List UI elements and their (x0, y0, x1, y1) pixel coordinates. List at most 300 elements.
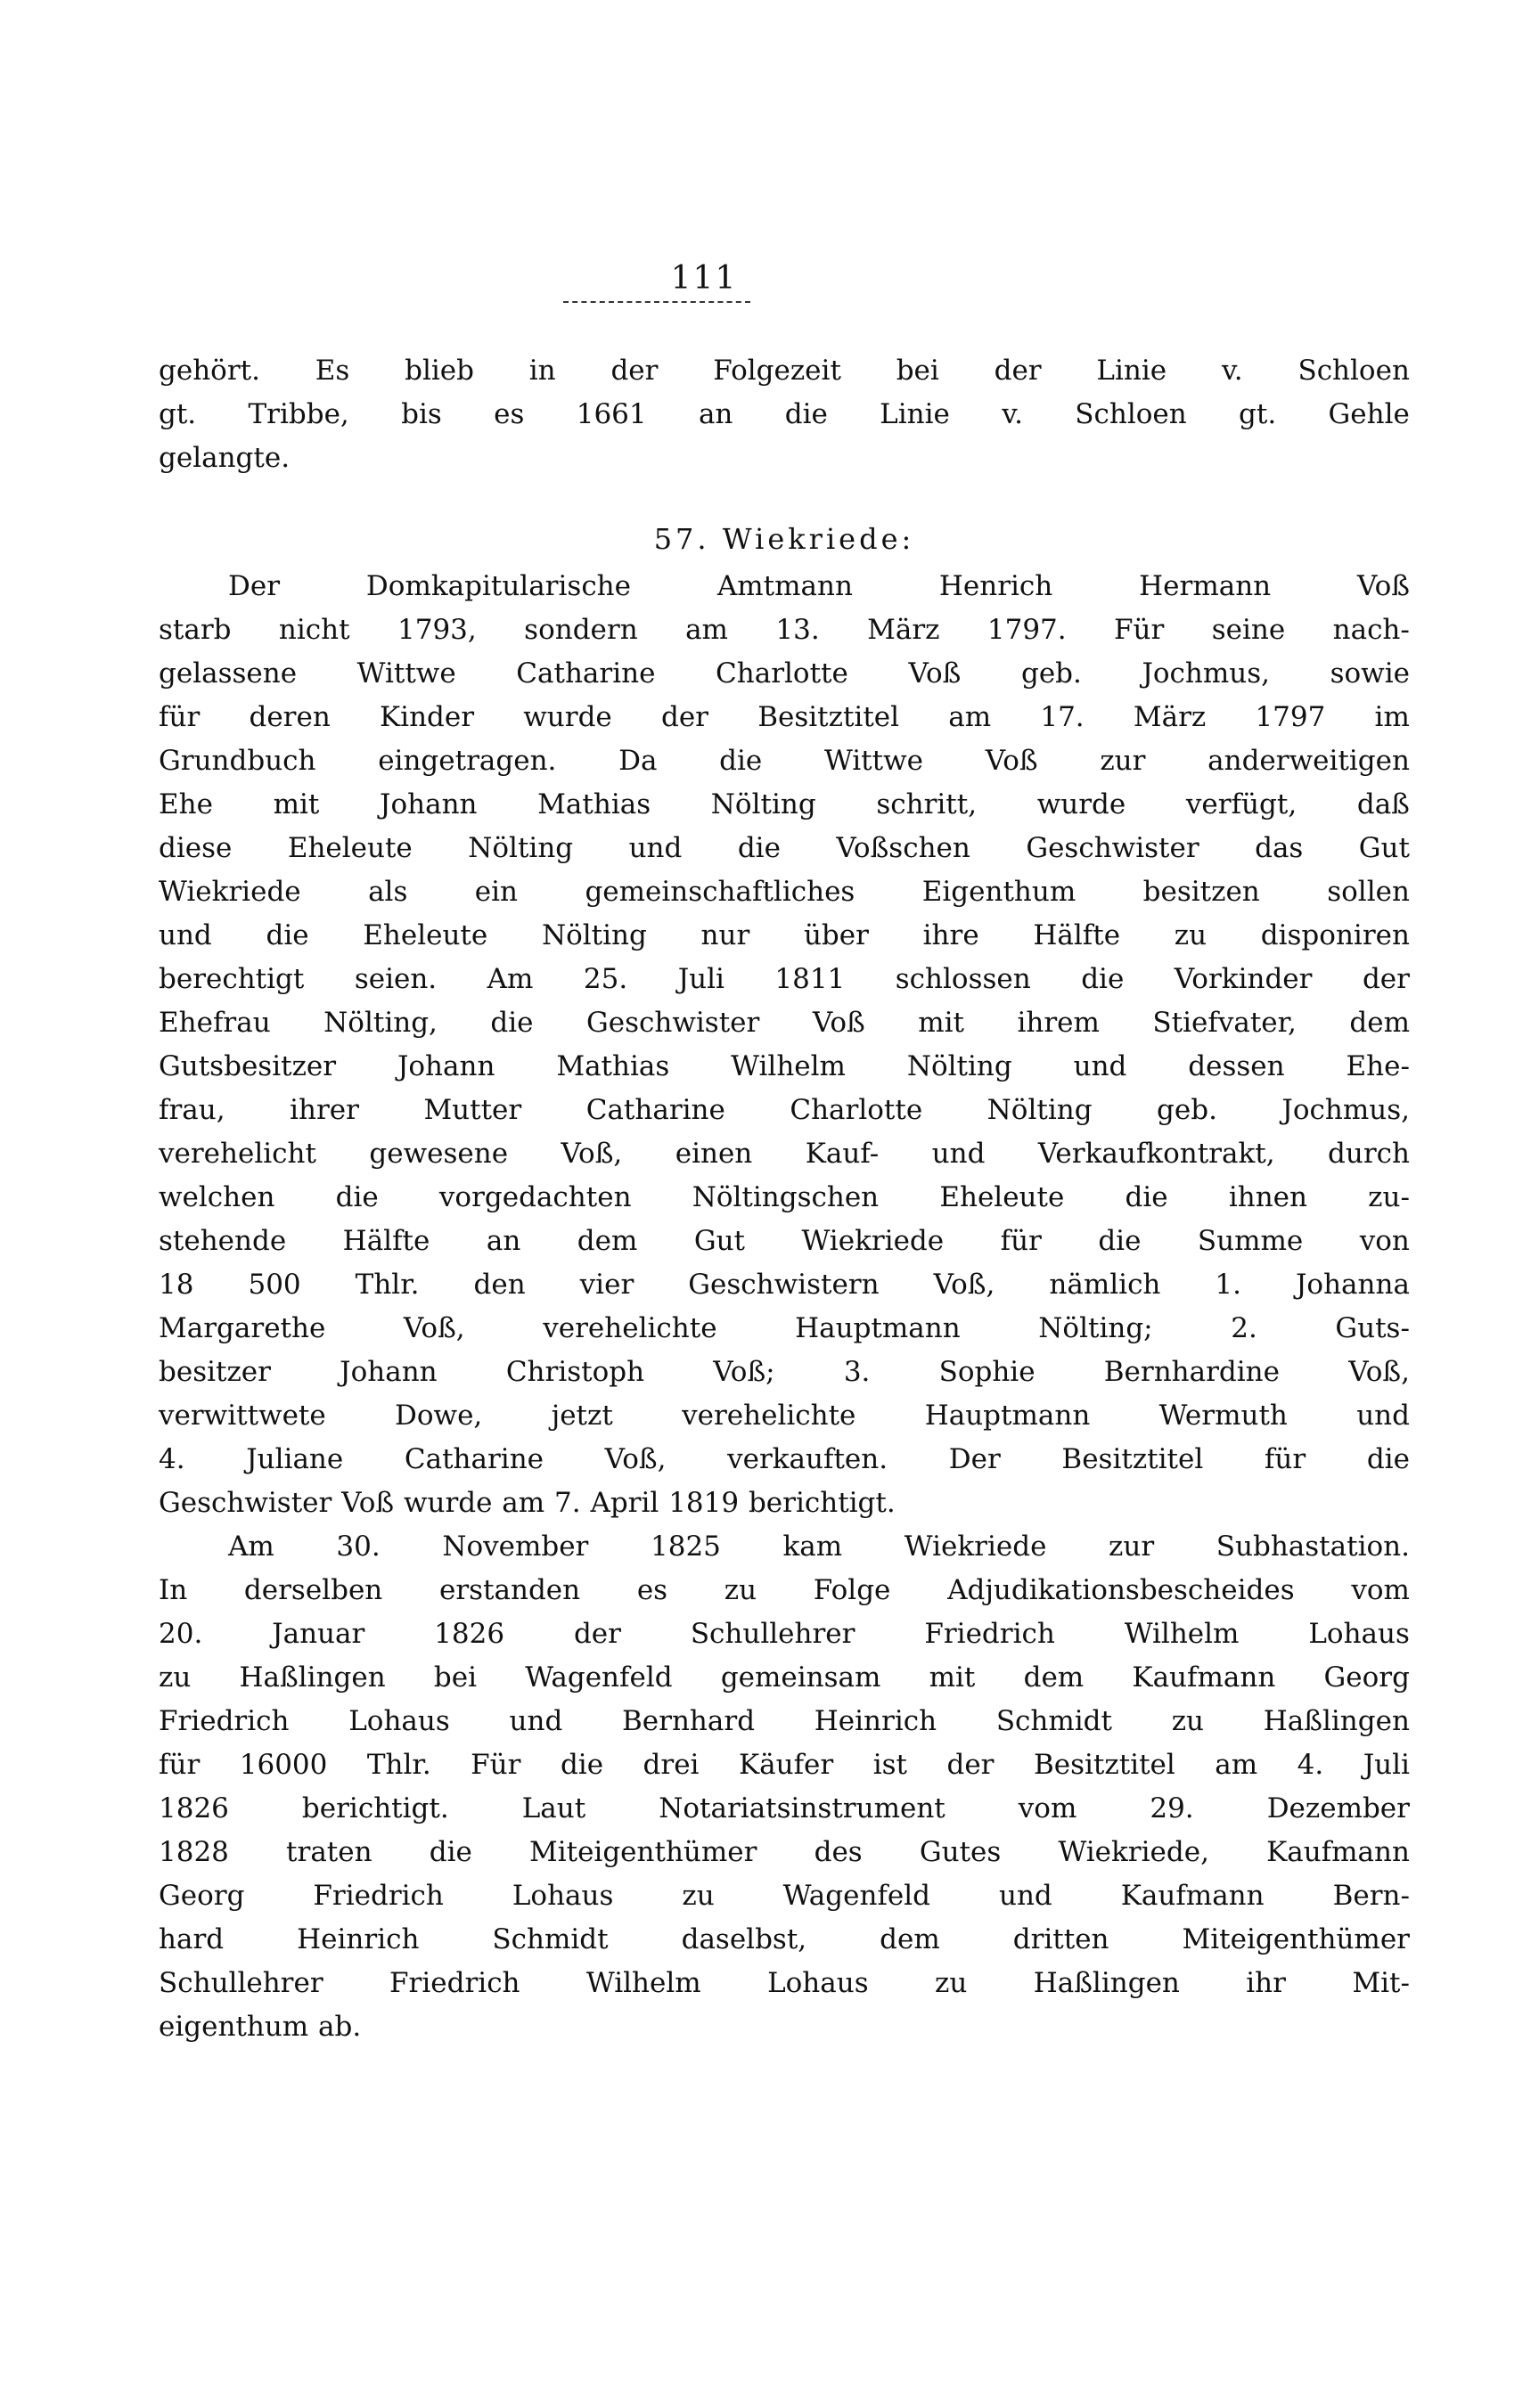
text-line (159, 1700, 1410, 1743)
word: mit (918, 1007, 964, 1039)
word: Geschwister (159, 1487, 332, 1519)
text-line (159, 958, 1410, 1001)
word: diese (159, 832, 233, 864)
text-line (159, 1743, 1410, 1787)
word: Folge (813, 1574, 891, 1606)
word: sondern (524, 614, 638, 646)
word: Stiefvater, (1152, 1007, 1297, 1039)
word: sollen (1327, 876, 1410, 908)
word: 1825 (651, 1531, 721, 1563)
word: Voß (908, 657, 962, 690)
word: gelassene (159, 657, 298, 690)
word: Für (1114, 614, 1165, 646)
word: Voß, (933, 1269, 995, 1301)
text-line (159, 2005, 1410, 2049)
word: Vorkinder (1174, 963, 1313, 995)
word: Haßlingen (1263, 1705, 1410, 1737)
word: Johann (397, 1050, 495, 1082)
word: Geschwister (586, 1007, 760, 1039)
text-line (159, 1918, 1410, 1962)
word: 25. (583, 963, 628, 995)
word: der (660, 701, 708, 733)
text-line (159, 1831, 1410, 1874)
word: Schmidt (995, 1705, 1112, 1737)
word: verehelichte (682, 1400, 856, 1432)
word: Da (618, 745, 658, 777)
word: zu (935, 1967, 968, 1999)
word: 4. (159, 1443, 185, 1475)
word: am (502, 1487, 545, 1519)
word: Friedrich (924, 1618, 1055, 1650)
word: Geschwister (1026, 832, 1199, 864)
word: berechtigt (159, 963, 305, 995)
word: daselbst, (681, 1923, 807, 1955)
word: Lohaus (512, 1880, 614, 1912)
word: Wilhelm (1124, 1618, 1240, 1650)
word: Januar (272, 1618, 365, 1650)
word: die (719, 745, 763, 777)
word: die (335, 1181, 379, 1213)
word: Für (471, 1749, 521, 1781)
word: Thlr. (355, 1269, 420, 1301)
word: frau, (159, 1094, 225, 1126)
text-line (159, 1438, 1410, 1482)
word: gt. (1239, 398, 1277, 430)
word: drei (643, 1749, 700, 1781)
word: Besitztitel (1033, 1749, 1175, 1781)
word: seien. (354, 963, 438, 995)
word: Schmidt (492, 1923, 609, 1955)
word: der (994, 355, 1042, 387)
word: Gutes (919, 1836, 1002, 1868)
word: Johanna (1296, 1269, 1410, 1301)
word: mit (929, 1661, 976, 1694)
word: 7. (554, 1487, 581, 1519)
word: zu (1171, 1705, 1205, 1737)
word: Jochmus, (1142, 657, 1270, 690)
word: Guts- (1335, 1312, 1410, 1344)
word: Ehefrau (159, 1007, 271, 1039)
word: gelangte. (159, 442, 291, 474)
word: am (1215, 1749, 1258, 1781)
word: Summe (1197, 1225, 1304, 1257)
word: Bernhard (622, 1705, 756, 1737)
word: Bernhardine (1103, 1356, 1280, 1388)
page-number: 111 (670, 260, 738, 297)
word: Catharine (516, 657, 656, 690)
text-line (159, 1307, 1410, 1351)
word: für (159, 701, 201, 733)
word: Eheleute (363, 919, 488, 951)
word: dritten (1012, 1923, 1109, 1955)
word: Tribbe, (248, 398, 349, 430)
word: Käufer (738, 1749, 834, 1781)
word: Hauptmann (795, 1312, 961, 1344)
section-heading: 57. Wiekriede: (653, 522, 915, 556)
word: März (867, 614, 940, 646)
word: Eheleute (939, 1181, 1065, 1213)
word: ein (474, 876, 519, 908)
word: März (1133, 701, 1207, 733)
word: Adjudikationsbescheides (947, 1574, 1295, 1606)
word: Wittwe (356, 657, 456, 690)
word: Der (228, 570, 281, 602)
word: Dowe, (395, 1400, 483, 1432)
word: es (494, 398, 525, 430)
word: der (1362, 963, 1410, 995)
word: 1797 (1255, 701, 1326, 733)
word: berichtigt. (301, 1792, 449, 1824)
word: Johann (380, 788, 478, 820)
word: Voß, (403, 1312, 465, 1344)
word: Friedrich (313, 1880, 444, 1912)
word: Mit- (1352, 1967, 1410, 1999)
word: hard (159, 1923, 225, 1955)
text-line (159, 1874, 1410, 1918)
word: für (1264, 1443, 1306, 1475)
word: und (931, 1138, 986, 1170)
word: Schloen (1298, 355, 1410, 387)
word: Thlr. (366, 1749, 431, 1781)
word: ihre (922, 919, 979, 951)
word: die (429, 1836, 472, 1868)
word: 500 (248, 1269, 301, 1301)
word: Nöltingschen (692, 1181, 880, 1213)
word: vorgedachten (438, 1181, 632, 1213)
word: Catharine (404, 1443, 544, 1475)
word: besitzer (159, 1356, 271, 1388)
word: schlossen (895, 963, 1031, 995)
word: Wagenfeld (782, 1880, 931, 1912)
word: am (685, 614, 728, 646)
word: nach- (1332, 614, 1410, 646)
word: Voß, (604, 1443, 667, 1475)
word: Heinrich (297, 1923, 420, 1955)
word: Kaufmann (1120, 1880, 1265, 1912)
word: Geschwistern (688, 1269, 880, 1301)
word: April (590, 1487, 659, 1519)
word: Kaufmann (1266, 1836, 1410, 1868)
word: Voß, (561, 1138, 623, 1170)
word: Folgezeit (713, 355, 841, 387)
word: 20. (159, 1618, 203, 1650)
word: daß (1356, 788, 1410, 820)
word: und (1073, 1050, 1127, 1082)
word: Johann (340, 1356, 438, 1388)
word: Friedrich (389, 1967, 520, 1999)
word: Nölting; (1038, 1312, 1153, 1344)
text-line (159, 1089, 1410, 1132)
word: die (266, 919, 309, 951)
text-block (159, 349, 1410, 2049)
word: Besitztitel (1061, 1443, 1204, 1475)
word: an (486, 1225, 521, 1257)
word: 1828 (159, 1836, 229, 1868)
text-line (159, 827, 1410, 870)
word: geb. (1020, 657, 1082, 690)
word: Wiekriede (904, 1531, 1047, 1563)
word: derselben (243, 1574, 383, 1606)
word: die (1081, 963, 1125, 995)
word: Charlotte (790, 1094, 923, 1126)
word: Laut (521, 1792, 586, 1824)
word: sowie (1330, 657, 1410, 690)
word: die (560, 1749, 604, 1781)
word: Nölting (468, 832, 574, 864)
word: Grundbuch (159, 745, 316, 777)
word: Georg (1323, 1661, 1410, 1694)
word: Henrich (938, 570, 1053, 602)
word: verkauften. (727, 1443, 888, 1475)
word: Eheleute (287, 832, 413, 864)
word: ihrem (1017, 1007, 1100, 1039)
word: gehört. (159, 355, 260, 387)
word: 17. (1040, 701, 1085, 733)
word: 1793, (397, 614, 477, 646)
paragraph-2 (159, 1525, 1410, 2049)
word: 1. (1215, 1269, 1241, 1301)
text-line (159, 783, 1410, 827)
word: und (998, 1880, 1052, 1912)
word: Wilhelm (731, 1050, 846, 1082)
word: Ehe- (1346, 1050, 1410, 1082)
word: 4. (1297, 1749, 1324, 1781)
word: Kauf- (805, 1138, 880, 1170)
word: Amtmann (716, 570, 853, 602)
word: 1811 (774, 963, 846, 995)
word: Gut (693, 1225, 746, 1257)
word: Voß (812, 1007, 865, 1039)
word: Der (948, 1443, 1001, 1475)
word: 18 (159, 1269, 194, 1301)
word: 1797. (986, 614, 1067, 646)
word: Voß; (713, 1356, 775, 1388)
word: am (948, 701, 992, 733)
word: schritt, (876, 788, 978, 820)
text-line (159, 652, 1410, 696)
word: Wiekriede, (1058, 1836, 1209, 1868)
word: Kinder (380, 701, 475, 733)
word: Catharine (585, 1094, 725, 1126)
word: die (1125, 1181, 1168, 1213)
word: Juli (1363, 1749, 1410, 1781)
word: Lohaus (767, 1967, 869, 1999)
text-line (159, 1001, 1410, 1045)
text-line (159, 1525, 1410, 1569)
word: starb (159, 614, 232, 646)
word: die (1098, 1225, 1142, 1257)
word: wurde (1036, 788, 1126, 820)
word: es (636, 1574, 668, 1606)
word: Lohaus (1308, 1618, 1410, 1650)
word: zu (724, 1574, 757, 1606)
text-line (159, 914, 1410, 958)
continuation-paragraph (159, 349, 1410, 480)
word: 1661 (576, 398, 647, 430)
word: wurde (403, 1487, 493, 1519)
word: verehelichte (543, 1312, 717, 1344)
word: Nölting, (323, 1007, 438, 1039)
word: Voß, (1348, 1356, 1410, 1388)
word: ihnen (1228, 1181, 1307, 1213)
word: eingetragen. (378, 745, 557, 777)
word: Hälfte (1033, 919, 1121, 951)
word: 30. (336, 1531, 381, 1563)
word: Voß (1357, 570, 1410, 602)
word: Es (315, 355, 350, 387)
word: dem (1023, 1661, 1085, 1694)
word: Mathias (537, 788, 651, 820)
word: Hermann (1139, 570, 1272, 602)
page-number-rule (563, 301, 750, 303)
text-line (159, 1962, 1410, 2005)
word: 3. (843, 1356, 871, 1388)
word: des (814, 1836, 863, 1868)
word: für (159, 1749, 201, 1781)
word: Haßlingen (239, 1661, 386, 1694)
word: und (509, 1705, 563, 1737)
word: Lohaus (348, 1705, 450, 1737)
word: Eigenthum (921, 876, 1076, 908)
text-line (159, 1482, 1410, 1525)
word: verehelicht (159, 1138, 316, 1170)
text-line (159, 608, 1410, 652)
word: deren (249, 701, 331, 733)
word: 16000 (239, 1749, 328, 1781)
word: durch (1328, 1138, 1410, 1170)
text-line (159, 696, 1410, 739)
word: Besitztitel (757, 701, 900, 733)
text-line (159, 349, 1410, 393)
word: in (528, 355, 556, 387)
word: 2. (1231, 1312, 1257, 1344)
word: Am (228, 1531, 274, 1563)
word: Voßschen (836, 832, 970, 864)
word: nicht (278, 614, 350, 646)
word: Gehle (1328, 398, 1410, 430)
word: verwittwete (159, 1400, 326, 1432)
word: Wilhelm (585, 1967, 701, 1999)
word: Wagenfeld (525, 1661, 673, 1694)
word: Schloen (1075, 398, 1187, 430)
word: besitzen (1142, 876, 1260, 908)
word: wurde (523, 701, 612, 733)
word: Voß (341, 1487, 395, 1519)
word: dem (577, 1225, 638, 1257)
word: Gutsbesitzer (159, 1050, 337, 1082)
word: blieb (405, 355, 474, 387)
text-line (159, 437, 1410, 480)
word: berichtigt. (748, 1487, 896, 1519)
word: Wermuth (1158, 1400, 1288, 1432)
word: zu (159, 1661, 192, 1694)
word: zu (682, 1880, 715, 1912)
word: zur (1109, 1531, 1155, 1563)
word: welchen (159, 1181, 275, 1213)
word: Bern- (1332, 1880, 1410, 1912)
word: Mutter (423, 1094, 522, 1126)
word: die (490, 1007, 534, 1039)
word: gewesene (369, 1138, 509, 1170)
word: Nölting (541, 919, 647, 951)
word: Dezember (1266, 1792, 1410, 1824)
word: die (784, 398, 828, 430)
word: die (1366, 1443, 1410, 1475)
word: Voß (985, 745, 1038, 777)
word: Friedrich (159, 1705, 290, 1737)
word: Miteigenthümer (1182, 1923, 1410, 1955)
word: disponiren (1260, 919, 1410, 951)
word: Miteigenthümer (528, 1836, 757, 1868)
word: Notariatsinstrument (659, 1792, 946, 1824)
word: 1826 (434, 1618, 505, 1650)
word: kam (782, 1531, 843, 1563)
word: vom (1351, 1574, 1410, 1606)
text-line (159, 393, 1410, 437)
word: Margarethe (159, 1312, 326, 1344)
word: 13. (775, 614, 820, 646)
word: der (610, 355, 659, 387)
text-line (159, 565, 1410, 608)
word: November (442, 1531, 589, 1563)
word: zu- (1368, 1181, 1410, 1213)
word: Linie (1096, 355, 1167, 387)
paragraph-1 (159, 565, 1410, 1525)
text-line (159, 870, 1410, 914)
word: bei (896, 355, 939, 387)
word: Mathias (556, 1050, 670, 1082)
word: dem (880, 1923, 940, 1955)
word: das (1255, 832, 1304, 864)
word: vom (1018, 1792, 1077, 1824)
word: den (473, 1269, 526, 1301)
word: Domkapitularische (365, 570, 631, 602)
word: nur (700, 919, 750, 951)
word: Nölting (906, 1050, 1012, 1082)
word: v. (1002, 398, 1023, 430)
word: Heinrich (814, 1705, 937, 1737)
word: und (628, 832, 683, 864)
word: Sophie (938, 1356, 1036, 1388)
word: der (573, 1618, 621, 1650)
word: stehende (159, 1225, 287, 1257)
word: und (159, 919, 212, 951)
word: über (803, 919, 869, 951)
word: Subhastation. (1216, 1531, 1410, 1563)
word: ab. (318, 2011, 362, 2043)
word: 1826 (159, 1792, 229, 1824)
word: ihrer (290, 1094, 359, 1126)
word: Haßlingen (1033, 1967, 1180, 1999)
word: Christoph (505, 1356, 645, 1388)
word: als (368, 876, 408, 908)
word: Hauptmann (924, 1400, 1091, 1432)
word: Kaufmann (1132, 1661, 1276, 1694)
word: 1819 (668, 1487, 740, 1519)
word: an (698, 398, 733, 430)
word: Wiekriede (801, 1225, 945, 1257)
word: Juli (677, 963, 724, 995)
word: jetzt (551, 1400, 613, 1432)
word: und (1356, 1400, 1410, 1432)
word: Charlotte (716, 657, 848, 690)
word: Wiekriede (159, 876, 301, 908)
word: 29. (1150, 1792, 1194, 1824)
word: Linie (880, 398, 950, 430)
text-line (159, 1656, 1410, 1700)
text-line (159, 1787, 1410, 1831)
word: gemeinschaftliches (585, 876, 855, 908)
